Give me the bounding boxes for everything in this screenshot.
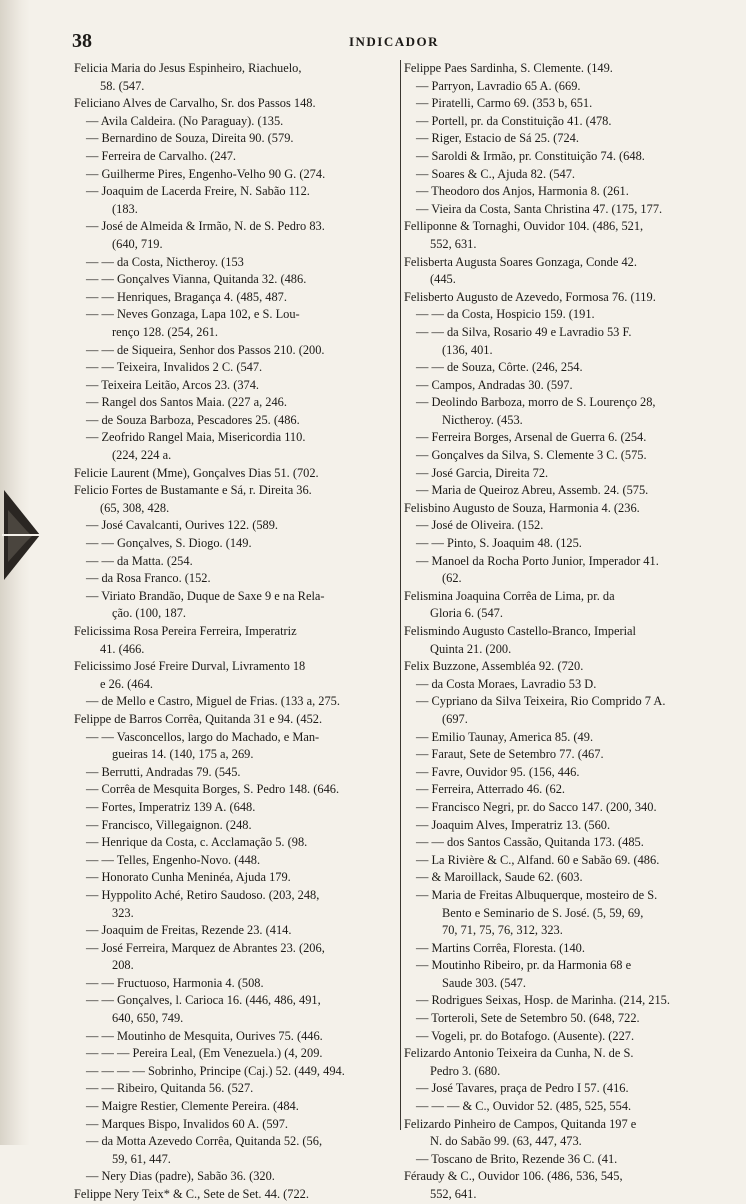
entry-line: — — da Costa, Hospicio 159. (191.: [416, 307, 595, 322]
directory-entry: [74, 922, 398, 940]
directory-entry: [404, 359, 731, 377]
directory-entry: [404, 852, 731, 870]
entry-line: Felicie Laurent (Mme), Gonçalves Dias 51. (702.: [74, 465, 319, 480]
entry-line: Felippe Paes Sardinha, S. Clemente. (149.: [404, 61, 613, 75]
entry-line: — — Gonçalves, l. Carioca 16. (446, 486, 491,: [86, 993, 321, 1008]
directory-entry: [74, 623, 398, 658]
directory-entry: [74, 940, 398, 975]
directory-entry: [404, 394, 731, 429]
directory-entry: [74, 570, 398, 588]
entry-line: Felismina Joaquina Corrêa de Lima, pr. da: [404, 588, 615, 603]
entry-line: — — Ribeiro, Quitanda 56. (527.: [86, 1081, 254, 1096]
entry-line: — Emilio Taunay, America 85. (49.: [416, 729, 594, 744]
entry-line: — — — & C., Ouvidor 52. (485, 525, 554.: [416, 1099, 632, 1114]
entry-line: — Torteroli, Sete de Setembro 50. (648, 722.: [416, 1011, 640, 1026]
entry-line: — Honorato Cunha Meninéa, Ajuda 179.: [86, 870, 291, 885]
directory-entry: [74, 887, 398, 922]
entry-continuation: (445.: [430, 272, 456, 287]
entry-continuation: Gloria 6. (547.: [430, 606, 503, 621]
entry-line: — Guilherme Pires, Engenho-Velho 90 G. (274.: [86, 166, 326, 181]
directory-entry: [74, 342, 398, 360]
entry-line: — — Moutinho de Mesquita, Ourives 75. (446.: [86, 1028, 323, 1043]
directory-entry: [74, 658, 398, 693]
entry-line: Felippe Nery Teix* & C., Sete de Set. 44. (722.: [74, 1187, 309, 1201]
entry-line: — — Teixeira, Invalidos 2 C. (547.: [86, 360, 263, 375]
directory-entry: [404, 1028, 731, 1046]
directory-entry: [404, 447, 731, 465]
entry-line: — Vieira da Costa, Santa Christina 47. (175, 177.: [416, 201, 663, 216]
directory-entry: [404, 746, 731, 764]
entry-line: — Soares & C., Ajuda 82. (547.: [416, 166, 576, 181]
directory-entry: [404, 95, 731, 113]
entry-line: — Teixeira Leitão, Arcos 23. (374.: [86, 377, 260, 392]
entry-line: — Piratelli, Carmo 69. (353 b, 651.: [416, 96, 593, 111]
page-number: 38: [72, 30, 92, 52]
directory-entry: [404, 535, 731, 553]
entry-line: — Campos, Andradas 30. (597.: [416, 377, 573, 392]
entry-line: — Vogeli, pr. do Botafogo. (Ausente). (227.: [416, 1028, 635, 1043]
directory-entry: [404, 130, 731, 148]
directory-entry: [74, 183, 398, 218]
entry-continuation: gueiras 14. (140, 175 a, 269.: [112, 747, 254, 762]
directory-entry: [404, 482, 731, 500]
directory-entry: [404, 324, 731, 359]
directory-entry: [404, 676, 731, 694]
column-divider: [400, 60, 401, 1130]
entry-continuation: 70, 71, 75, 76, 312, 323.: [442, 923, 563, 938]
entry-line: — Corrêa de Mesquita Borges, S. Pedro 148. (646.: [86, 782, 340, 797]
entry-line: — José Tavares, praça de Pedro I 57. (416.: [416, 1081, 629, 1096]
directory-entry: [74, 377, 398, 395]
entry-line: — Maria de Freitas Albuquerque, mosteiro de S.: [416, 887, 658, 902]
entry-line: Felizardo Pinheiro de Campos, Quitanda 197 e: [404, 1116, 637, 1131]
directory-entry: [74, 113, 398, 131]
entry-line: — Parryon, Lavradio 65 A. (669.: [416, 78, 581, 93]
entry-line: Felicissima Rosa Pereira Ferreira, Imperatriz: [74, 624, 297, 638]
directory-entry: [404, 1010, 731, 1028]
entry-line: — — Neves Gonzaga, Lapa 102, e S. Lou-: [86, 307, 300, 322]
directory-entry: [74, 271, 398, 289]
entry-continuation: renço 128. (254, 261.: [112, 324, 218, 339]
entry-line: — Moutinho Ribeiro, pr. da Harmonia 68 e: [416, 958, 632, 973]
entry-line: — & Maroillack, Saude 62. (603.: [416, 870, 583, 885]
entry-line: — — Pinto, S. Joaquim 48. (125.: [416, 536, 582, 551]
entry-line: — Rodrigues Seixas, Hosp. de Marinha. (214, 215.: [416, 993, 670, 1008]
directory-entry: [74, 1045, 398, 1063]
directory-entry: [74, 465, 398, 483]
directory-entry: [74, 254, 398, 272]
directory-entry: [404, 834, 731, 852]
entry-line: — — dos Santos Cassão, Quitanda 173. (485.: [416, 835, 644, 850]
directory-entry: [404, 517, 731, 535]
directory-entry: [404, 183, 731, 201]
entry-line: Felismindo Augusto Castello-Branco, Imperial: [404, 624, 636, 638]
entry-line: — — da Costa, Nictheroy. (153: [86, 254, 244, 269]
entry-continuation: 59, 61, 447.: [112, 1151, 171, 1166]
directory-entry: [404, 78, 731, 96]
directory-entry: [404, 1098, 731, 1116]
entry-line: — Ferreira Borges, Arsenal de Guerra 6. (254.: [416, 430, 647, 445]
entry-line: Felizardo Antonio Teixeira da Cunha, N. de S.: [404, 1046, 634, 1061]
entry-continuation: (640, 719.: [112, 236, 163, 251]
directory-entry: [404, 940, 731, 958]
right-column: [404, 60, 731, 1204]
directory-entry: [404, 817, 731, 835]
entry-continuation: (183.: [112, 201, 138, 216]
entry-line: Felix Buzzone, Assembléa 92. (720.: [404, 659, 584, 674]
directory-entry: [404, 693, 731, 728]
entry-line: — — Telles, Engenho-Novo. (448.: [86, 852, 261, 867]
entry-line: — Saroldi & Irmão, pr. Constituição 74. (648.: [416, 148, 645, 163]
entry-continuation: (65, 308, 428.: [100, 500, 170, 515]
entry-line: — Portell, pr. da Constituição 41. (478.: [416, 113, 612, 128]
entry-line: — Theodoro dos Anjos, Harmonia 8. (261.: [416, 184, 629, 199]
directory-entry: [74, 992, 398, 1027]
entry-line: — Maigre Restier, Clemente Pereira. (484.: [86, 1099, 299, 1114]
entry-continuation: (62.: [442, 571, 462, 586]
directory-entry: [404, 429, 731, 447]
directory-entry: [404, 869, 731, 887]
entry-line: — José de Almeida & Irmão, N. de S. Pedro 83.: [86, 219, 325, 234]
running-title: INDICADOR: [348, 34, 440, 49]
entry-continuation: 41. (466.: [100, 641, 145, 656]
directory-entry: [404, 992, 731, 1010]
directory-entry: [74, 1028, 398, 1046]
left-column: [74, 60, 398, 1204]
directory-entry: [404, 1116, 731, 1151]
entry-continuation: Bento e Seminario de S. José. (5, 59, 69,: [442, 905, 644, 920]
entry-line: — — de Souza, Côrte. (246, 254.: [416, 360, 583, 375]
entry-continuation: (224, 224 a.: [112, 448, 172, 463]
entry-continuation: N. do Sabão 99. (63, 447, 473.: [430, 1134, 582, 1149]
directory-entry: [404, 658, 731, 676]
entry-line: — Berrutti, Andradas 79. (545.: [86, 764, 241, 779]
entry-line: — Francisco Negri, pr. do Sacco 147. (200, 340.: [416, 799, 657, 814]
directory-entry: [74, 1133, 398, 1168]
entry-continuation: 552, 631.: [430, 236, 477, 251]
entry-line: — — — — Sobrinho, Principe (Caj.) 52. (449, 494.: [86, 1063, 345, 1078]
entry-line: — de Souza Barboza, Pescadores 25. (486.: [86, 412, 300, 427]
entry-line: — Joaquim de Lacerda Freire, N. Sabão 112.: [86, 184, 310, 199]
directory-entry: [74, 359, 398, 377]
entry-continuation: 58. (547.: [100, 78, 145, 93]
directory-entry: [404, 623, 731, 658]
entry-continuation: (697.: [442, 711, 468, 726]
entry-line: — Manoel da Rocha Porto Junior, Imperador 41.: [416, 553, 659, 568]
directory-entry: [404, 729, 731, 747]
entry-line: — Faraut, Sete de Setembro 77. (467.: [416, 747, 604, 762]
entry-line: — Favre, Ouvidor 95. (156, 446.: [416, 764, 580, 779]
directory-entry: [74, 148, 398, 166]
directory-entry: [404, 1045, 731, 1080]
directory-entry: [74, 764, 398, 782]
entry-line: — Joaquim de Freitas, Rezende 23. (414.: [86, 923, 292, 938]
entry-line: — José Ferreira, Marquez de Abrantes 23. (206,: [86, 940, 325, 955]
directory-entry: [74, 412, 398, 430]
directory-entry: [74, 517, 398, 535]
directory-entry: [404, 553, 731, 588]
entry-continuation: Saude 303. (547.: [442, 975, 526, 990]
entry-line: Felicia Maria do Jesus Espinheiro, Riachuelo,: [74, 61, 302, 75]
directory-entry: [74, 394, 398, 412]
directory-entry: [74, 852, 398, 870]
entry-line: — Nery Dias (padre), Sabão 36. (320.: [86, 1169, 275, 1184]
directory-entry: [74, 1080, 398, 1098]
entry-line: — — Vasconcellos, largo do Machado, e Man-: [86, 729, 320, 744]
entry-line: — Henrique da Costa, c. Acclamação 5. (98.: [86, 835, 308, 850]
entry-line: Felicio Fortes de Bustamante e Sá, r. Direita 36.: [74, 483, 312, 498]
entry-line: — Deolindo Barboza, morro de S. Lourenço 28,: [416, 395, 656, 410]
entry-line: — — de Siqueira, Senhor dos Passos 210. (200.: [86, 342, 325, 357]
directory-entry: [404, 1080, 731, 1098]
entry-line: — José de Oliveira. (152.: [416, 518, 544, 533]
entry-line: Felisberto Augusto de Azevedo, Formosa 76. (119.: [404, 289, 656, 304]
directory-entry: [74, 1186, 398, 1204]
entry-line: — Bernardino de Souza, Direita 90. (579.: [86, 131, 294, 146]
entry-line: — — Henriques, Bragança 4. (485, 487.: [86, 289, 287, 304]
directory-entry: [74, 60, 398, 95]
directory-entry: [404, 166, 731, 184]
directory-entry: [74, 166, 398, 184]
entry-line: — de Mello e Castro, Miguel de Frias. (133 a, 275.: [86, 694, 340, 709]
directory-entry: [74, 130, 398, 148]
directory-entry: [74, 482, 398, 517]
directory-entry: [74, 429, 398, 464]
directory-entry: [404, 781, 731, 799]
entry-line: Felisbino Augusto de Souza, Harmonia 4. (236.: [404, 500, 640, 515]
entry-continuation: (136, 401.: [442, 342, 493, 357]
entry-continuation: Quinta 21. (200.: [430, 641, 512, 656]
entry-line: — — da Silva, Rosario 49 e Lavradio 53 F.: [416, 324, 632, 339]
entry-line: Felicissimo José Freire Durval, Livramento 18: [74, 659, 306, 674]
directory-entry: [404, 887, 731, 940]
directory-entry: [404, 289, 731, 307]
directory-entry: [404, 148, 731, 166]
entry-line: — Ferreira de Carvalho. (247.: [86, 148, 237, 163]
entry-line: — da Motta Azevedo Corrêa, Quitanda 52. (56,: [86, 1134, 323, 1149]
entry-line: — Cypriano da Silva Teixeira, Rio Comprido 7 A.: [416, 694, 666, 709]
directory-entry: [404, 588, 731, 623]
directory-entry: [74, 729, 398, 764]
directory-entry: [74, 1116, 398, 1134]
directory-entry: [404, 201, 731, 219]
directory-entry: [74, 535, 398, 553]
entry-continuation: 640, 650, 749.: [112, 1011, 184, 1026]
entry-line: — Hyppolito Aché, Retiro Saudoso. (203, 248,: [86, 887, 320, 902]
entry-continuation: ção. (100, 187.: [112, 606, 186, 621]
entry-continuation: 323.: [112, 905, 134, 920]
entry-continuation: Nictheroy. (453.: [442, 412, 523, 427]
entry-line: — Francisco, Villegaignon. (248.: [86, 817, 252, 832]
entry-line: — — Fructuoso, Harmonia 4. (508.: [86, 975, 264, 990]
directory-entry: [74, 1098, 398, 1116]
entry-line: — Maria de Queiroz Abreu, Assemb. 24. (575.: [416, 483, 649, 498]
directory-entry: [74, 218, 398, 253]
entry-line: — José Garcia, Direita 72.: [416, 465, 549, 480]
directory-entry: [74, 95, 398, 113]
entry-line: — Ferreira, Atterrado 46. (62.: [416, 782, 565, 797]
directory-entry: [74, 553, 398, 571]
directory-entry: [404, 500, 731, 518]
directory-entry: [404, 306, 731, 324]
entry-line: — da Costa Moraes, Lavradio 53 D.: [416, 676, 597, 691]
directory-entry: [74, 781, 398, 799]
entry-line: — Marques Bispo, Invalidos 60 A. (597.: [86, 1116, 289, 1131]
directory-entry: [74, 799, 398, 817]
entry-line: — Viriato Brandão, Duque de Saxe 9 e na Rela-: [86, 588, 325, 603]
entry-line: — Zeofrido Rangel Maia, Misericordia 110.: [86, 430, 306, 445]
entry-line: Feliciano Alves de Carvalho, Sr. dos Passos 148.: [74, 96, 316, 111]
entry-line: Féraudy & C., Ouvidor 106. (486, 536, 545,: [404, 1169, 623, 1184]
directory-entry: [404, 218, 731, 253]
directory-entry: [404, 764, 731, 782]
directory-entry: [404, 113, 731, 131]
page-header: [72, 30, 716, 56]
directory-entry: [74, 1168, 398, 1186]
entry-line: Felippe de Barros Corrêa, Quitanda 31 e 94. (452.: [74, 711, 323, 726]
entry-line: — Martins Corrêa, Floresta. (140.: [416, 940, 585, 955]
entry-continuation: 552, 641.: [430, 1187, 477, 1201]
directory-entry: [74, 975, 398, 993]
entry-line: — — Gonçalves, S. Diogo. (149.: [86, 536, 252, 551]
directory-entry: [404, 254, 731, 289]
directory-entry: [74, 588, 398, 623]
entry-line: — La Rivière & C., Alfand. 60 e Sabão 69. (486.: [416, 852, 660, 867]
directory-entry: [404, 1151, 731, 1169]
entry-line: — Toscano de Brito, Rezende 36 C. (41.: [416, 1151, 618, 1166]
entry-continuation: 208.: [112, 958, 134, 973]
directory-entry: [74, 289, 398, 307]
entry-line: — — da Matta. (254.: [86, 553, 193, 568]
entry-line: — Joaquim Alves, Imperatriz 13. (560.: [416, 817, 611, 832]
directory-entry: [404, 799, 731, 817]
directory-entry: [404, 1168, 731, 1203]
entry-line: — José Cavalcanti, Ourives 122. (589.: [86, 518, 279, 533]
directory-entry: [404, 377, 731, 395]
entry-line: — Rangel dos Santos Maia. (227 a, 246.: [86, 395, 287, 410]
entry-line: — Avila Caldeira. (No Paraguay). (135.: [86, 113, 284, 128]
directory-entry: [404, 60, 731, 78]
entry-line: — Gonçalves da Silva, S. Clemente 3 C. (575.: [416, 448, 647, 463]
directory-entry: [74, 306, 398, 341]
directory-entry: [404, 957, 731, 992]
directory-entry: [74, 817, 398, 835]
entry-line: Felliponne & Tornaghi, Ouvidor 104. (486, 521,: [404, 219, 644, 234]
binding-tab-mark: [2, 480, 42, 590]
entry-line: — Riger, Estacio de Sá 25. (724.: [416, 131, 579, 146]
directory-entry: [74, 1063, 398, 1081]
entry-line: — da Rosa Franco. (152.: [86, 571, 211, 586]
entry-continuation: e 26. (464.: [100, 676, 153, 691]
entry-line: — — Gonçalves Vianna, Quitanda 32. (486.: [86, 272, 307, 287]
entry-line: — — — Pereira Leal, (Em Venezuela.) (4, 209.: [86, 1046, 323, 1061]
directory-entry: [74, 693, 398, 711]
directory-entry: [74, 834, 398, 852]
entry-continuation: Pedro 3. (680.: [430, 1063, 501, 1078]
entry-line: Felisberta Augusta Soares Gonzaga, Conde 42.: [404, 254, 637, 269]
entry-line: — Fortes, Imperatriz 139 A. (648.: [86, 799, 256, 814]
directory-entry: [404, 465, 731, 483]
directory-entry: [74, 869, 398, 887]
directory-entry: [74, 711, 398, 729]
